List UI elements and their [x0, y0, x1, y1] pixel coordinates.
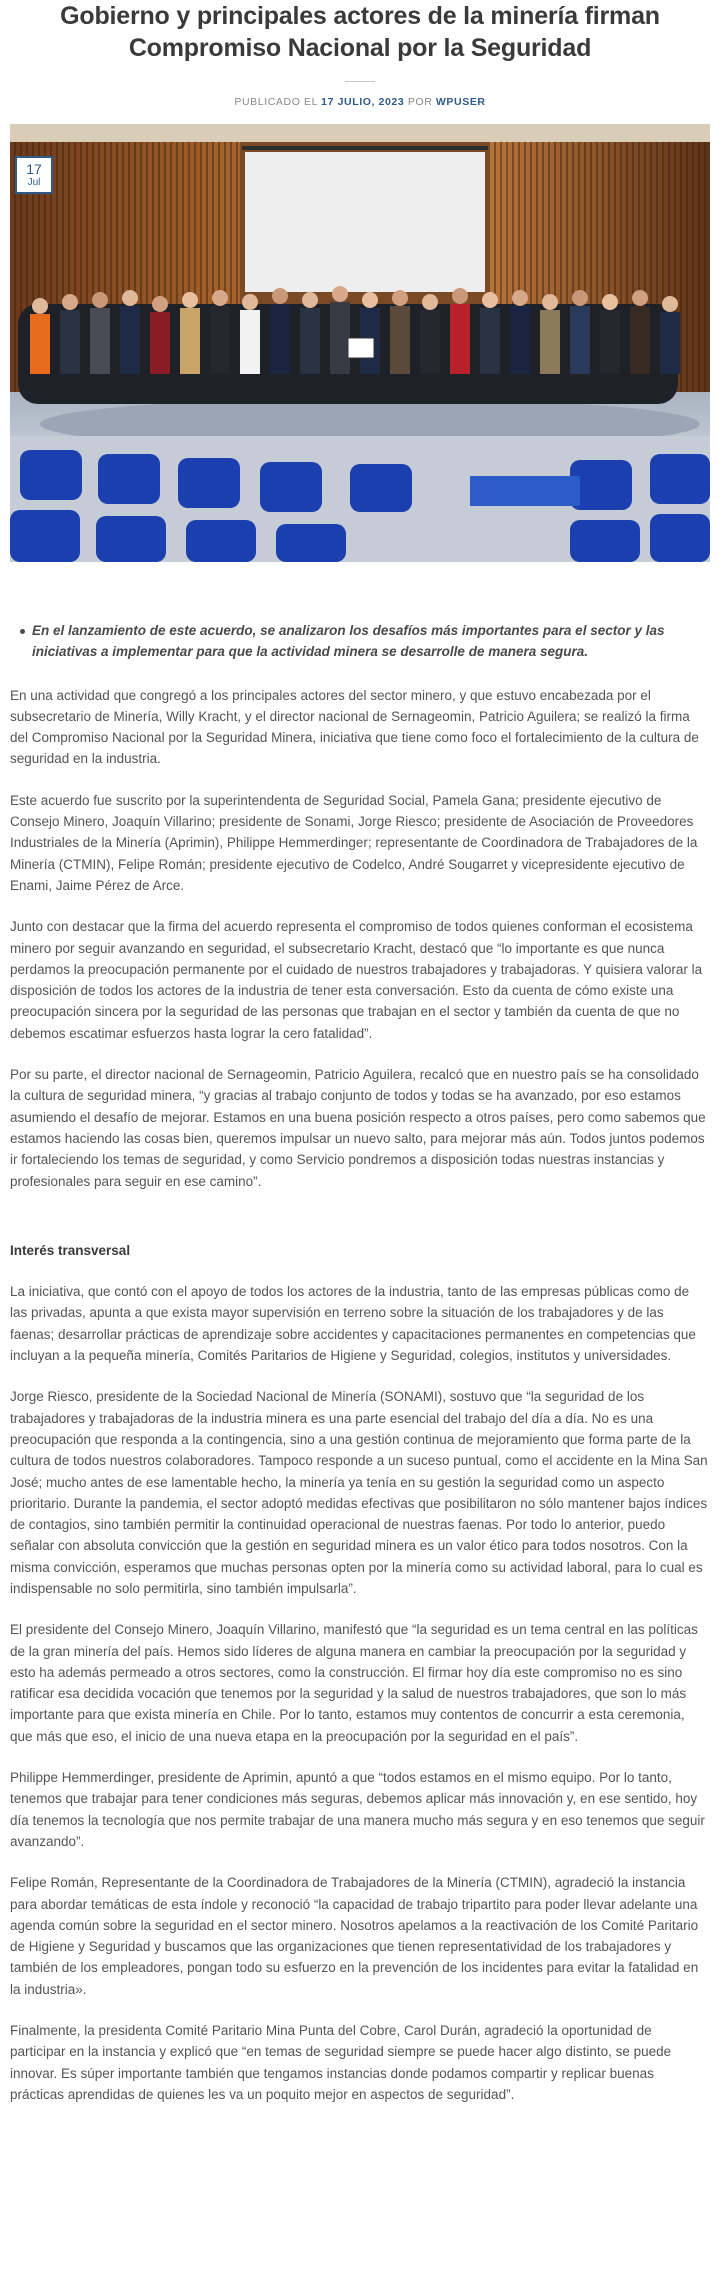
published-label: PUBLICADO EL — [234, 96, 318, 108]
paragraph: En una actividad que congregó a los principales actores del sector minero, y que estuvo encabezada por el subsecretario de Minería, Willy Kracht, y el director nacional de Sernageomin, Patricio Aguilera; se realizó la firma del Compromiso Nacional por la Seguridad Minera, iniciativa que tiene como foco el fortalecimiento de la cultura de seguridad en la industria. — [10, 687, 699, 767]
paragraph: La iniciativa, que contó con el apoyo de todos los actores de la industria, tanto de las empresas públicas como de las privadas, apunta a que exista mayor supervisión en terreno sobre la situación de los trabajadores y de las faenas; desarrollar prácticas de aprendizaje sobre accidentes y capacitaciones permanentes en competencias que incluyan a la pequeña minería, Comités Paritarios de Higiene y Seguridad, colegios, institutos y universidades. — [10, 1284, 696, 1364]
post-date-link[interactable]: 17 JULIO, 2023 — [321, 96, 405, 108]
author-link[interactable]: WPUSER — [435, 96, 486, 108]
post-meta — [20, 95, 700, 109]
by-label: POR — [407, 96, 433, 108]
paragraph: Felipe Román, Representante de la Coordinadora de Trabajadores de la Minería (CTMIN), agradeció la instancia para abordar temáticas de esta índole y reconoció “la capacidad de trabajo tripartito para poder llevar adelante una agenda común sobre la seguridad en el sector minero. Nosotros apelamos a la reactivación de los Comité Paritario de Higiene y Seguridad y buscamos que las organizaciones que tienen representatividad de los trabajadores y también de los empleadores, pongan todo su esfuerzo en la prevención de los incidentes para evitar la fatalidad en la industria». — [10, 1875, 699, 1997]
summary-list — [10, 620, 710, 663]
paragraph: Por su parte, el director nacional de Sernageomin, Patricio Aguilera, recalcó que en nuestro país se ha consolidado la cultura de seguridad minera, “y gracias al trabajo conjunto de todos y todas se ha avanzado, por eso estamos asumiendo el desafío de mejorar. Estamos en una buena posición respecto a otros países, pero como sabemos que estamos haciendo las cosas bien, queremos impulsar un nuevo salto, para mejorar más aún. Todos juntos podemos ir fortaleciendo los temas de seguridad, y como Servicio pondremos a disposición todas nuestras instancias y profesionales para seguir en ese camino”. — [10, 1067, 706, 1189]
summary-bullet: En el lanzamiento de este acuerdo, se analizaron los desafíos más importantes para el sector y las iniciativas a implementar para que la actividad minera se desarrolle de manera segura. — [20, 620, 710, 663]
paragraph: El presidente del Consejo Minero, Joaquín Villarino, manifestó que “la seguridad es un tema central en las políticas de la gran minería del país. Hemos sido líderes de alguna manera en cambiar la preocupación por la seguridad y esto ha además permeado a otros sectores, como la construcción. El firmar hoy día este compromiso no es sino ratificar esa decidida vocación que tenemos por la seguridad y la salud de nuestros trabajadores, que son lo más importante para que exista minería en Chile. Por lo tanto, estamos muy contentos de concurrir a esta ceremonia, que más que eso, el inicio de una nueva etapa en la preocupación por la seguridad en el país”. — [10, 1622, 698, 1744]
paragraph: Junto con destacar que la firma del acuerdo representa el compromiso de todos quienes conforman el ecosistema minero por seguir avanzando en seguridad, el subsecretario Kracht, destacó que “lo importante es que nunca perdamos la preocupación permanente por el cuidado de nuestros trabajadores y trabajadoras. Y quisiera valorar la disposición de todos los actores de la industria de tener esta conversación. Esto da cuenta de cómo existe una preocupación sincera por la seguridad de las personas que trabajan en el sector y también da cuenta de que no debemos escatimar esfuerzos hasta lograr la cero fatalidad”. — [10, 919, 703, 1041]
section-heading: Interés transversal — [10, 1242, 131, 1258]
title-divider — [345, 81, 375, 82]
featured-image — [10, 124, 710, 562]
article-header — [0, 0, 720, 109]
paragraph: Jorge Riesco, presidente de la Sociedad Nacional de Minería (SONAMI), sostuvo que “la seguridad de los trabajadores y trabajadoras de la industria minera es una parte esencial del trabajo del día a día. No es una preocupación que responda a la contingencia, sino a una gestión continua de mejoramiento que forma parte de la cultura de todos nuestros colaboradores. Tampoco responde a un suceso puntual, como el accidente en la Mina San José; mucho antes de ese lamentable hecho, la minería ya tenía en su gestión la seguridad como un aspecto prioritario. Durante la pandemia, el sector adoptó medidas efectivas que posibilitaron no sólo mantener bajos índices de contagios, sino también permitir la continuidad operacional de nuestras faenas. Por todo lo anterior, puedo señalar con absoluta convicción que la gestión en seguridad minera es un valor ético para todos nosotros. Con la misma convicción, esperamos que muchas personas opten por la minería como su actividad laboral, para lo cual es indispensable no solo permitirla, sino también impulsarla”. — [10, 1389, 708, 1596]
article-body — [10, 620, 710, 2125]
featured-photo-illustration — [10, 124, 710, 562]
page-title: Gobierno y principales actores de la minería firman Compromiso Nacional por la Seguridad — [60, 2, 660, 62]
date-badge — [15, 156, 53, 194]
badge-month: Jul — [27, 177, 41, 188]
badge-day: 17 — [26, 161, 42, 177]
paragraph: Philippe Hemmerdinger, presidente de Aprimin, apuntó a que “todos estamos en el mismo equipo. Por lo tanto, tenemos que trabajar para tener condiciones más seguras, debemos aplicar más innovación y, en ese sentido, hoy día tenemos la tecnología que nos permite trabajar de una manera mucho más segura y en eso tenemos que seguir avanzando”. — [10, 1770, 705, 1849]
paragraph: Finalmente, la presidenta Comité Paritario Mina Punta del Cobre, Carol Durán, agradeció la oportunidad de participar en la instancia y explicó que “en temas de seguridad siempre se puede hacer algo distinto, se puede innovar. Es súper importante también que tengamos instancias donde podamos compartir y replicar buenas prácticas aprendidas de quienes les va un poquito mejor en aspectos de seguridad”. — [10, 2023, 672, 2102]
paragraph: Este acuerdo fue suscrito por la superintendenta de Seguridad Social, Pamela Gana; presidente ejecutivo de Consejo Minero, Joaquín Villarino; presidente de Sonami, Jorge Riesco; presidente de Asociación de Proveedores Industriales de la Minería (Aprimin), Philippe Hemmerdinger; representante de Coordinadora de Trabajadores de la Minería (CTMIN), Felipe Román; presidente ejecutivo de Codelco, André Sougarret y vicepresidente ejecutivo de Enami, Jaime Pérez de Arce. — [10, 792, 698, 893]
